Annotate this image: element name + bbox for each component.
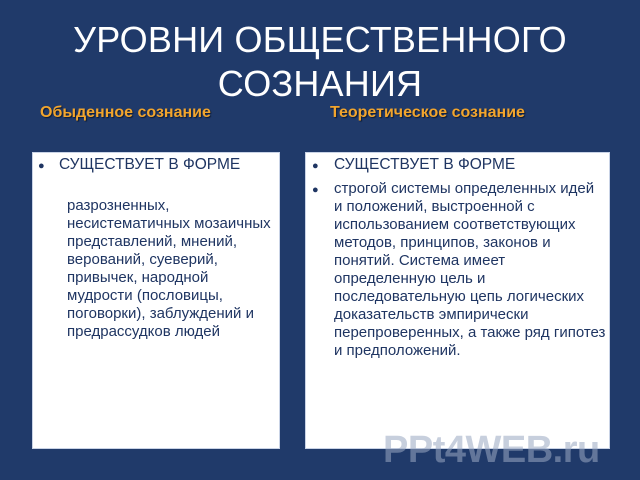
left-bullet-text: СУЩЕСТВУЕТ В ФОРМЕ <box>59 156 241 173</box>
left-column-heading: Обыденное сознание <box>40 104 211 121</box>
watermark: PPt4WEB.ru <box>383 429 600 471</box>
right-column-heading: Теоретическое сознание <box>330 104 525 121</box>
slide-title-line2: СОЗНАНИЯ <box>217 63 423 104</box>
bullet-icon: ● <box>312 160 319 172</box>
right-bullet2-text: строгой системы определенных идей и положений, выстроенной с использованием соответствующих методов, принципов, законов и понятий. Система имеет определенную цель и последовательную цепь логических доказательств эмпирически перепроверенных, а также ряд гипотез и предположений. <box>334 180 606 359</box>
slide-title <box>20 18 620 106</box>
right-content-box <box>305 152 610 449</box>
bullet-icon: ● <box>38 160 45 172</box>
bullet-icon: ● <box>312 184 319 196</box>
slide-title-line1: УРОВНИ ОБЩЕСТВЕННОГО <box>73 19 567 60</box>
left-subtext: разрозненных, несистематичных мозаичных представлений, мнений, верований, суеверий, привычек, народной мудрости (пословицы, поговорки), заблуждений и предрассудков людей <box>67 197 271 340</box>
right-bullet1-text: СУЩЕСТВУЕТ В ФОРМЕ <box>334 156 516 173</box>
left-content-box <box>32 152 280 449</box>
